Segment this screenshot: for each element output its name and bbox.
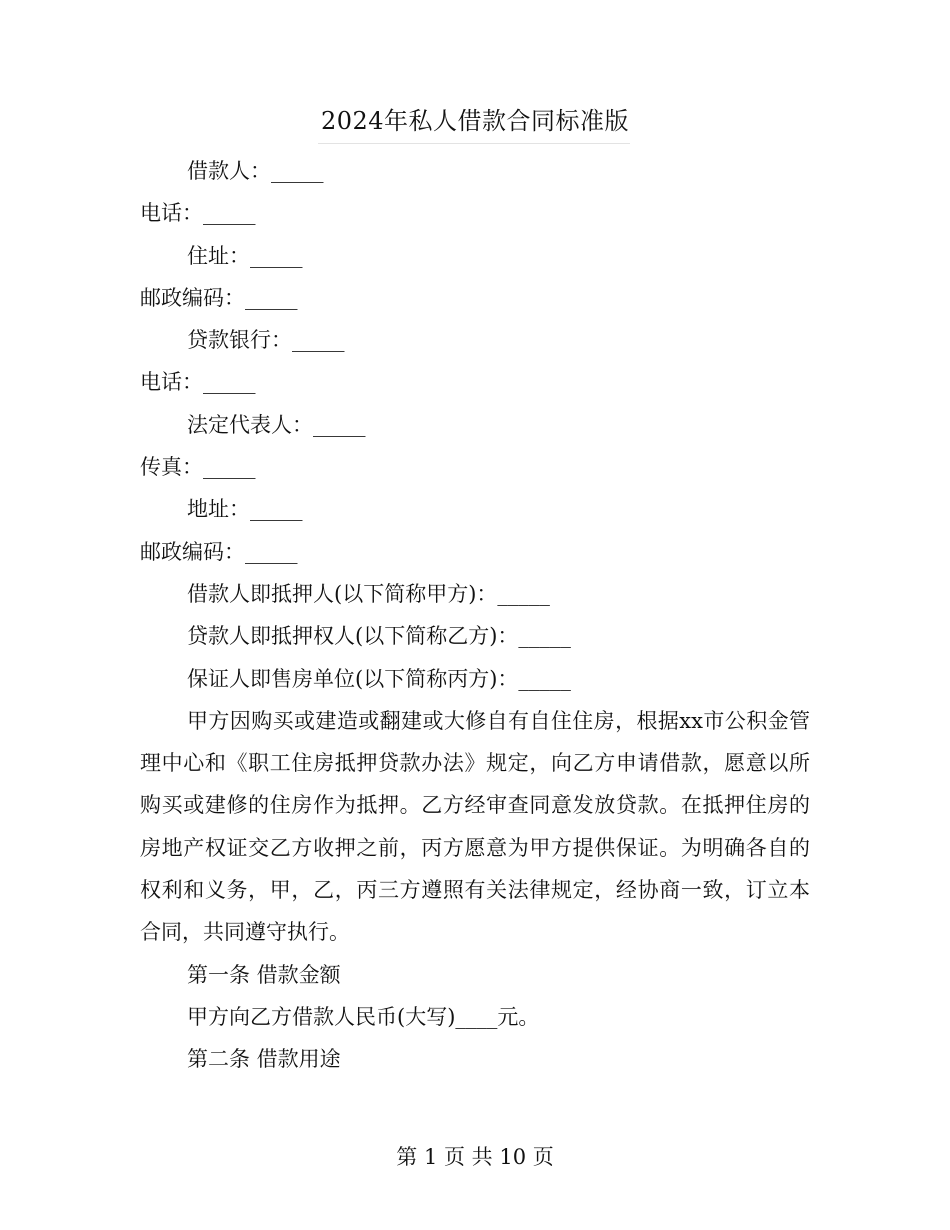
field-lending-bank: 贷款银行：_____ — [187, 328, 345, 353]
article-1-heading: 第一条 借款金额 — [187, 962, 341, 987]
field-bank-address: 地址：_____ — [187, 497, 303, 522]
field-borrower: 借款人：_____ — [187, 159, 324, 183]
field-bank-phone: 电话：_____ — [140, 370, 256, 395]
field-legal-representative: 法定代表人：_____ — [187, 412, 366, 437]
field-fax: 传真：_____ — [140, 455, 256, 480]
title-underline — [318, 143, 630, 144]
intro-paragraph: 甲方因购买或建造或翻建或大修自有自住住房，根据xx市公积金管理中心和《职工住房抵押贷款办法》规定，向乙方申请借款，愿意以所购买或建修的住房作为抵押。乙方经审查同意发放贷款。在抵押住房的房地产权证交乙方收押之前，丙方愿意为甲方提供保证。为明确各自的权利和义务，甲，乙，丙三方遵照有关法律规定，经协商一致，订立本合同，共同遵守执行。 — [140, 708, 810, 945]
field-borrower-phone: 电话：_____ — [140, 201, 256, 226]
page-number-footer: 第 1 页 共 10 页 — [396, 1145, 554, 1169]
field-party-b: 贷款人即抵押权人(以下简称乙方)：_____ — [187, 624, 571, 649]
field-party-c: 保证人即售房单位(以下简称丙方)：_____ — [187, 666, 571, 691]
document-title: 2024年私人借款合同标准版 — [320, 107, 630, 135]
field-bank-postcode: 邮政编码：_____ — [140, 539, 298, 564]
article-1-text: 甲方向乙方借款人民币(大写)____元。 — [187, 1004, 540, 1029]
document-body — [140, 150, 810, 1081]
field-borrower-postcode: 邮政编码：_____ — [140, 285, 298, 310]
field-party-a: 借款人即抵押人(以下简称甲方)：_____ — [187, 581, 550, 606]
article-2-heading: 第二条 借款用途 — [187, 1047, 341, 1072]
field-borrower-address: 住址：_____ — [187, 243, 303, 268]
